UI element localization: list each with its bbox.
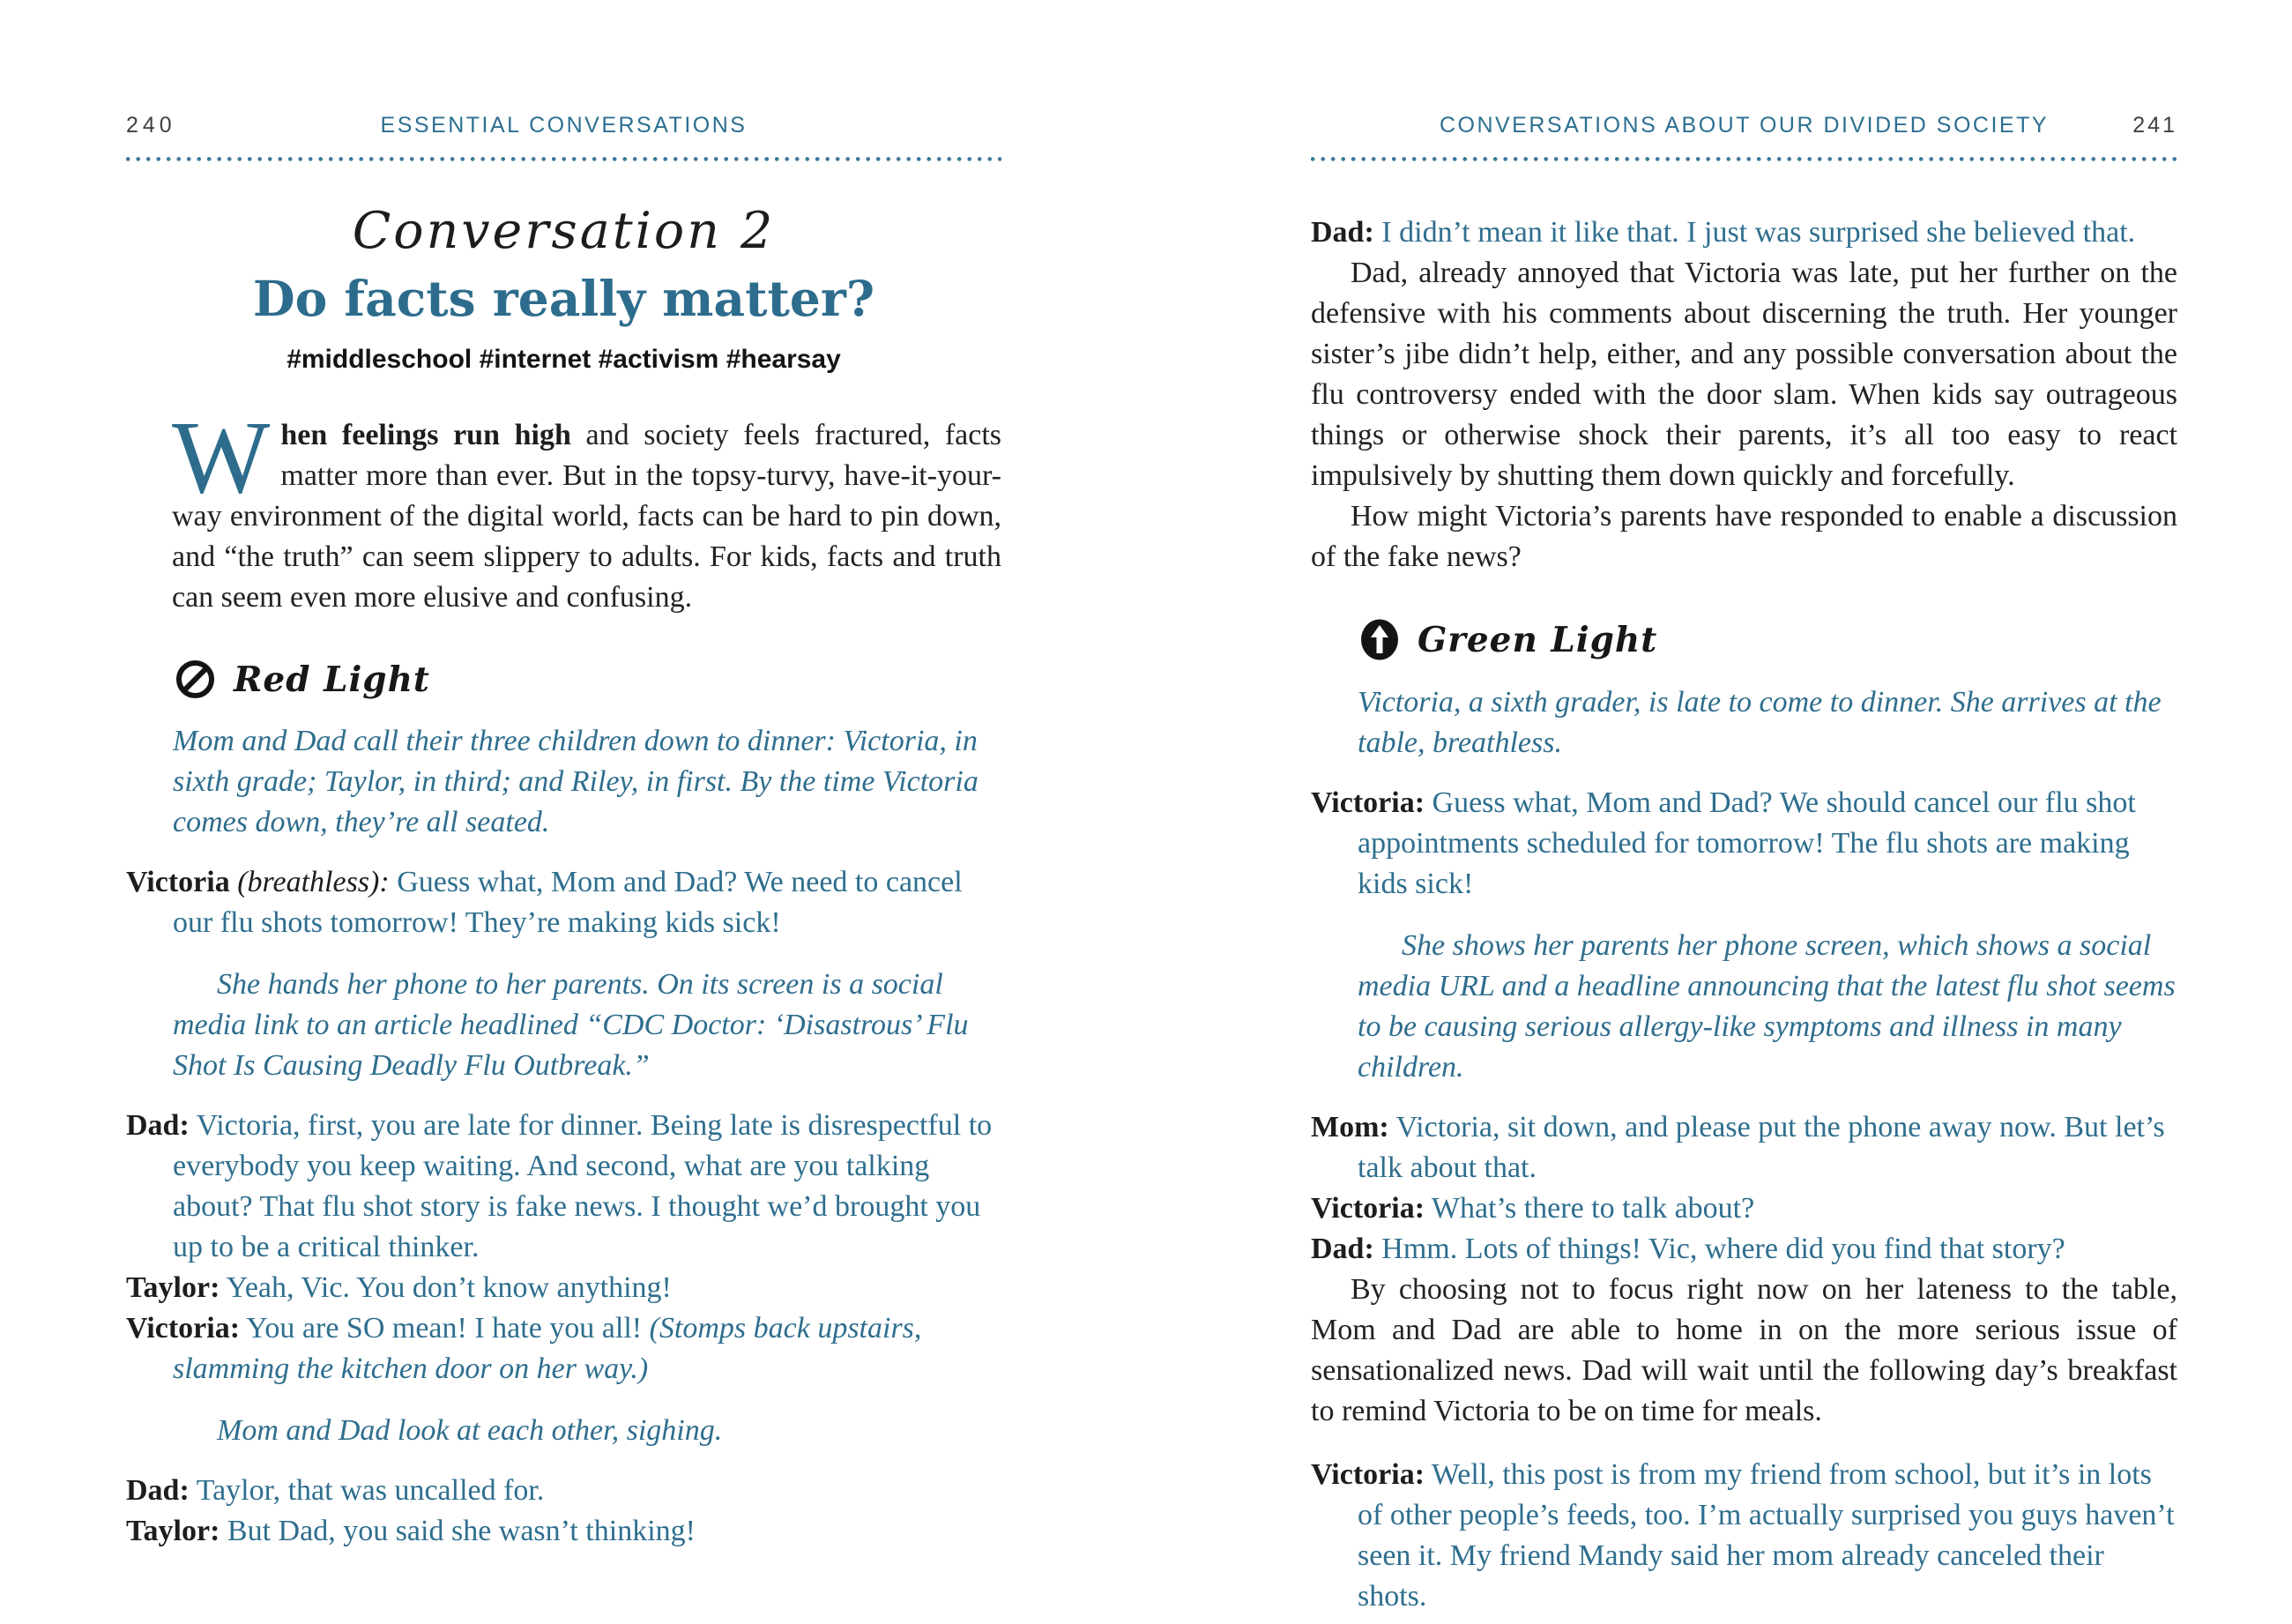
stage-direction: Mom and Dad look at each other, sighing. — [217, 1414, 723, 1448]
dialogue-text: Hmm. Lots of things! Vic, where did you find that story? — [1381, 1233, 2065, 1265]
page-number-left: 240 — [126, 113, 176, 138]
page-header-left — [126, 113, 1001, 143]
green-light-title: Green Light — [1418, 619, 1658, 660]
dialogue-stage-note: (Stomps back upstairs, slamming the kitchen door on her way.) — [173, 1312, 922, 1386]
dialogue-text: Guess what, Mom and Dad? We need to cancel our flu shots tomorrow! They’re making kids sick! — [173, 866, 963, 940]
red-light-title: Red Light — [234, 659, 430, 700]
dialogue-text: What’s there to talk about? — [1431, 1192, 1755, 1225]
dropcap: W — [172, 399, 271, 516]
page-number-right: 241 — [2132, 113, 2177, 138]
green-light-heading — [1359, 618, 2177, 661]
dialogue-line-victoria — [1311, 1188, 2177, 1229]
page-header-right — [1311, 113, 2177, 143]
speaker-name: Dad: — [126, 1474, 190, 1508]
up-arrow-icon — [1359, 618, 1400, 661]
speaker-name: Victoria: — [1311, 1192, 1425, 1225]
dialogue-text: But Dad, you said she wasn’t thinking! — [227, 1515, 696, 1548]
page-241 — [1311, 113, 2177, 1617]
speaker-name: Victoria — [126, 866, 230, 899]
stage-direction: She hands her phone to her parents. On its screen is a social media link to an article headlined “CDC Doctor: ‘Disastrous’ Flu Shot Is Causing Deadly Flu Outbreak.” — [173, 968, 969, 1083]
speaker-name: Victoria: — [126, 1312, 241, 1345]
dialogue-text: I didn’t mean it like that. I just was surprised she believed that. — [1381, 216, 2136, 249]
intro-paragraph — [172, 399, 1001, 618]
dialogue-text: Taylor, that was uncalled for. — [196, 1474, 545, 1508]
dialogue-line-mom — [1311, 1107, 2177, 1188]
speaker-name: Victoria: — [1311, 786, 1425, 819]
intro-bold-lead: hen feelings run high — [280, 419, 571, 452]
dialogue-text: Yeah, Vic. You don’t know anything! — [226, 1271, 672, 1305]
dialogue-line-victoria — [126, 862, 1001, 943]
commentary-paragraph: Dad, already annoyed that Victoria was late, put her further on the defensive with his comments about discerning the truth. Her younger sister’s jibe didn’t help, either, and any possible conversation about the flu controversy ended with the door slam. When kids say outrageous things or otherwise shock their parents, it’s all too easy to react impulsively by shutting them down quickly and forcefully. — [1311, 257, 2177, 492]
speaker-name: Dad: — [126, 1109, 190, 1143]
stage-direction: She shows her parents her phone screen, which shows a social media URL and a headline announcing that the latest flu shot seems to be causing serious allergy-like symptoms and illness in many children. — [1358, 929, 2176, 1084]
speaker-note: (breathless): — [237, 866, 390, 899]
stage-direction: Victoria, a sixth grader, is late to come to dinner. She arrives at the table, breathless. — [1358, 686, 2162, 759]
dialogue-text: Victoria, sit down, and please put the phone away now. But let’s talk about that. — [1358, 1111, 2165, 1184]
dialogue-text: You are SO mean! I hate you all! — [246, 1312, 643, 1345]
speaker-name: Victoria: — [1311, 1458, 1425, 1491]
dialogue-text: Victoria, first, you are late for dinner. Being late is disrespectful to everybody you keep waiting. And second, what are you talking about? That flu shot story is fake news. I thought we’d brought you up to be a critical thinker. — [173, 1109, 993, 1264]
commentary-paragraph: By choosing not to focus right now on her lateness to the table, Mom and Dad are able to home in on the more serious issue of sensationalized news. Dad will wait until the following day’s breakfast to remind Victoria to be on time for meals. — [1311, 1273, 2177, 1427]
dialogue-line-dad — [126, 1471, 1001, 1511]
intro-text: and society feels fractured, facts matter more than ever. But in the topsy-turvy, have-it-your-way environment of the digital world, facts can be hard to pin down, and “the truth” can seem slippery to adults. For kids, facts and truth can seem even more elusive and confusing. — [172, 419, 1001, 615]
dialogue-line-dad — [1311, 1229, 2177, 1270]
running-head-right: CONVERSATIONS ABOUT OUR DIVIDED SOCIETY — [1439, 113, 2050, 138]
no-entry-icon — [175, 659, 216, 700]
dialogue-line-taylor — [126, 1268, 1001, 1308]
hashtag-line: #middleschool #internet #activism #hearsay — [286, 345, 841, 375]
speaker-name: Dad: — [1311, 1233, 1374, 1265]
dialogue-text: Well, this post is from my friend from school, but it’s in lots of other people’s feeds, too. I’m actually surprised you guys haven’t seen it. My friend Mandy said her mom already canceled their shots. — [1358, 1458, 2175, 1613]
conversation-label: Conversation 2 — [352, 202, 776, 260]
commentary-paragraph: How might Victoria’s parents have responded to enable a discussion of the fake news? — [1311, 500, 2177, 573]
dialogue-line-victoria — [1311, 1455, 2177, 1617]
speaker-name: Taylor: — [126, 1515, 220, 1548]
page-240 — [126, 113, 1001, 1552]
conversation-title: Do facts really matter? — [252, 269, 875, 327]
dialogue-line-dad — [1311, 212, 2177, 253]
speaker-name: Dad: — [1311, 216, 1374, 249]
dialogue-text: Guess what, Mom and Dad? We should cancel our flu shot appointments scheduled for tomorrow! The flu shots are making kids sick! — [1358, 786, 2136, 900]
speaker-name: Mom: — [1311, 1111, 1389, 1144]
dialogue-line-victoria — [1311, 783, 2177, 905]
dialogue-line-taylor — [126, 1511, 1001, 1552]
running-head-left: ESSENTIAL CONVERSATIONS — [380, 113, 748, 138]
stage-direction: Mom and Dad call their three children down to dinner: Victoria, in sixth grade; Taylor, in third; and Riley, in first. By the time Victoria comes down, they’re all seated. — [173, 725, 979, 839]
dialogue-line-victoria — [126, 1308, 1001, 1389]
dialogue-line-dad — [126, 1106, 1001, 1268]
speaker-name: Taylor: — [126, 1271, 220, 1305]
red-light-heading — [175, 659, 1001, 700]
dotted-rule-left — [126, 157, 1001, 161]
dotted-rule-right — [1311, 157, 2177, 161]
